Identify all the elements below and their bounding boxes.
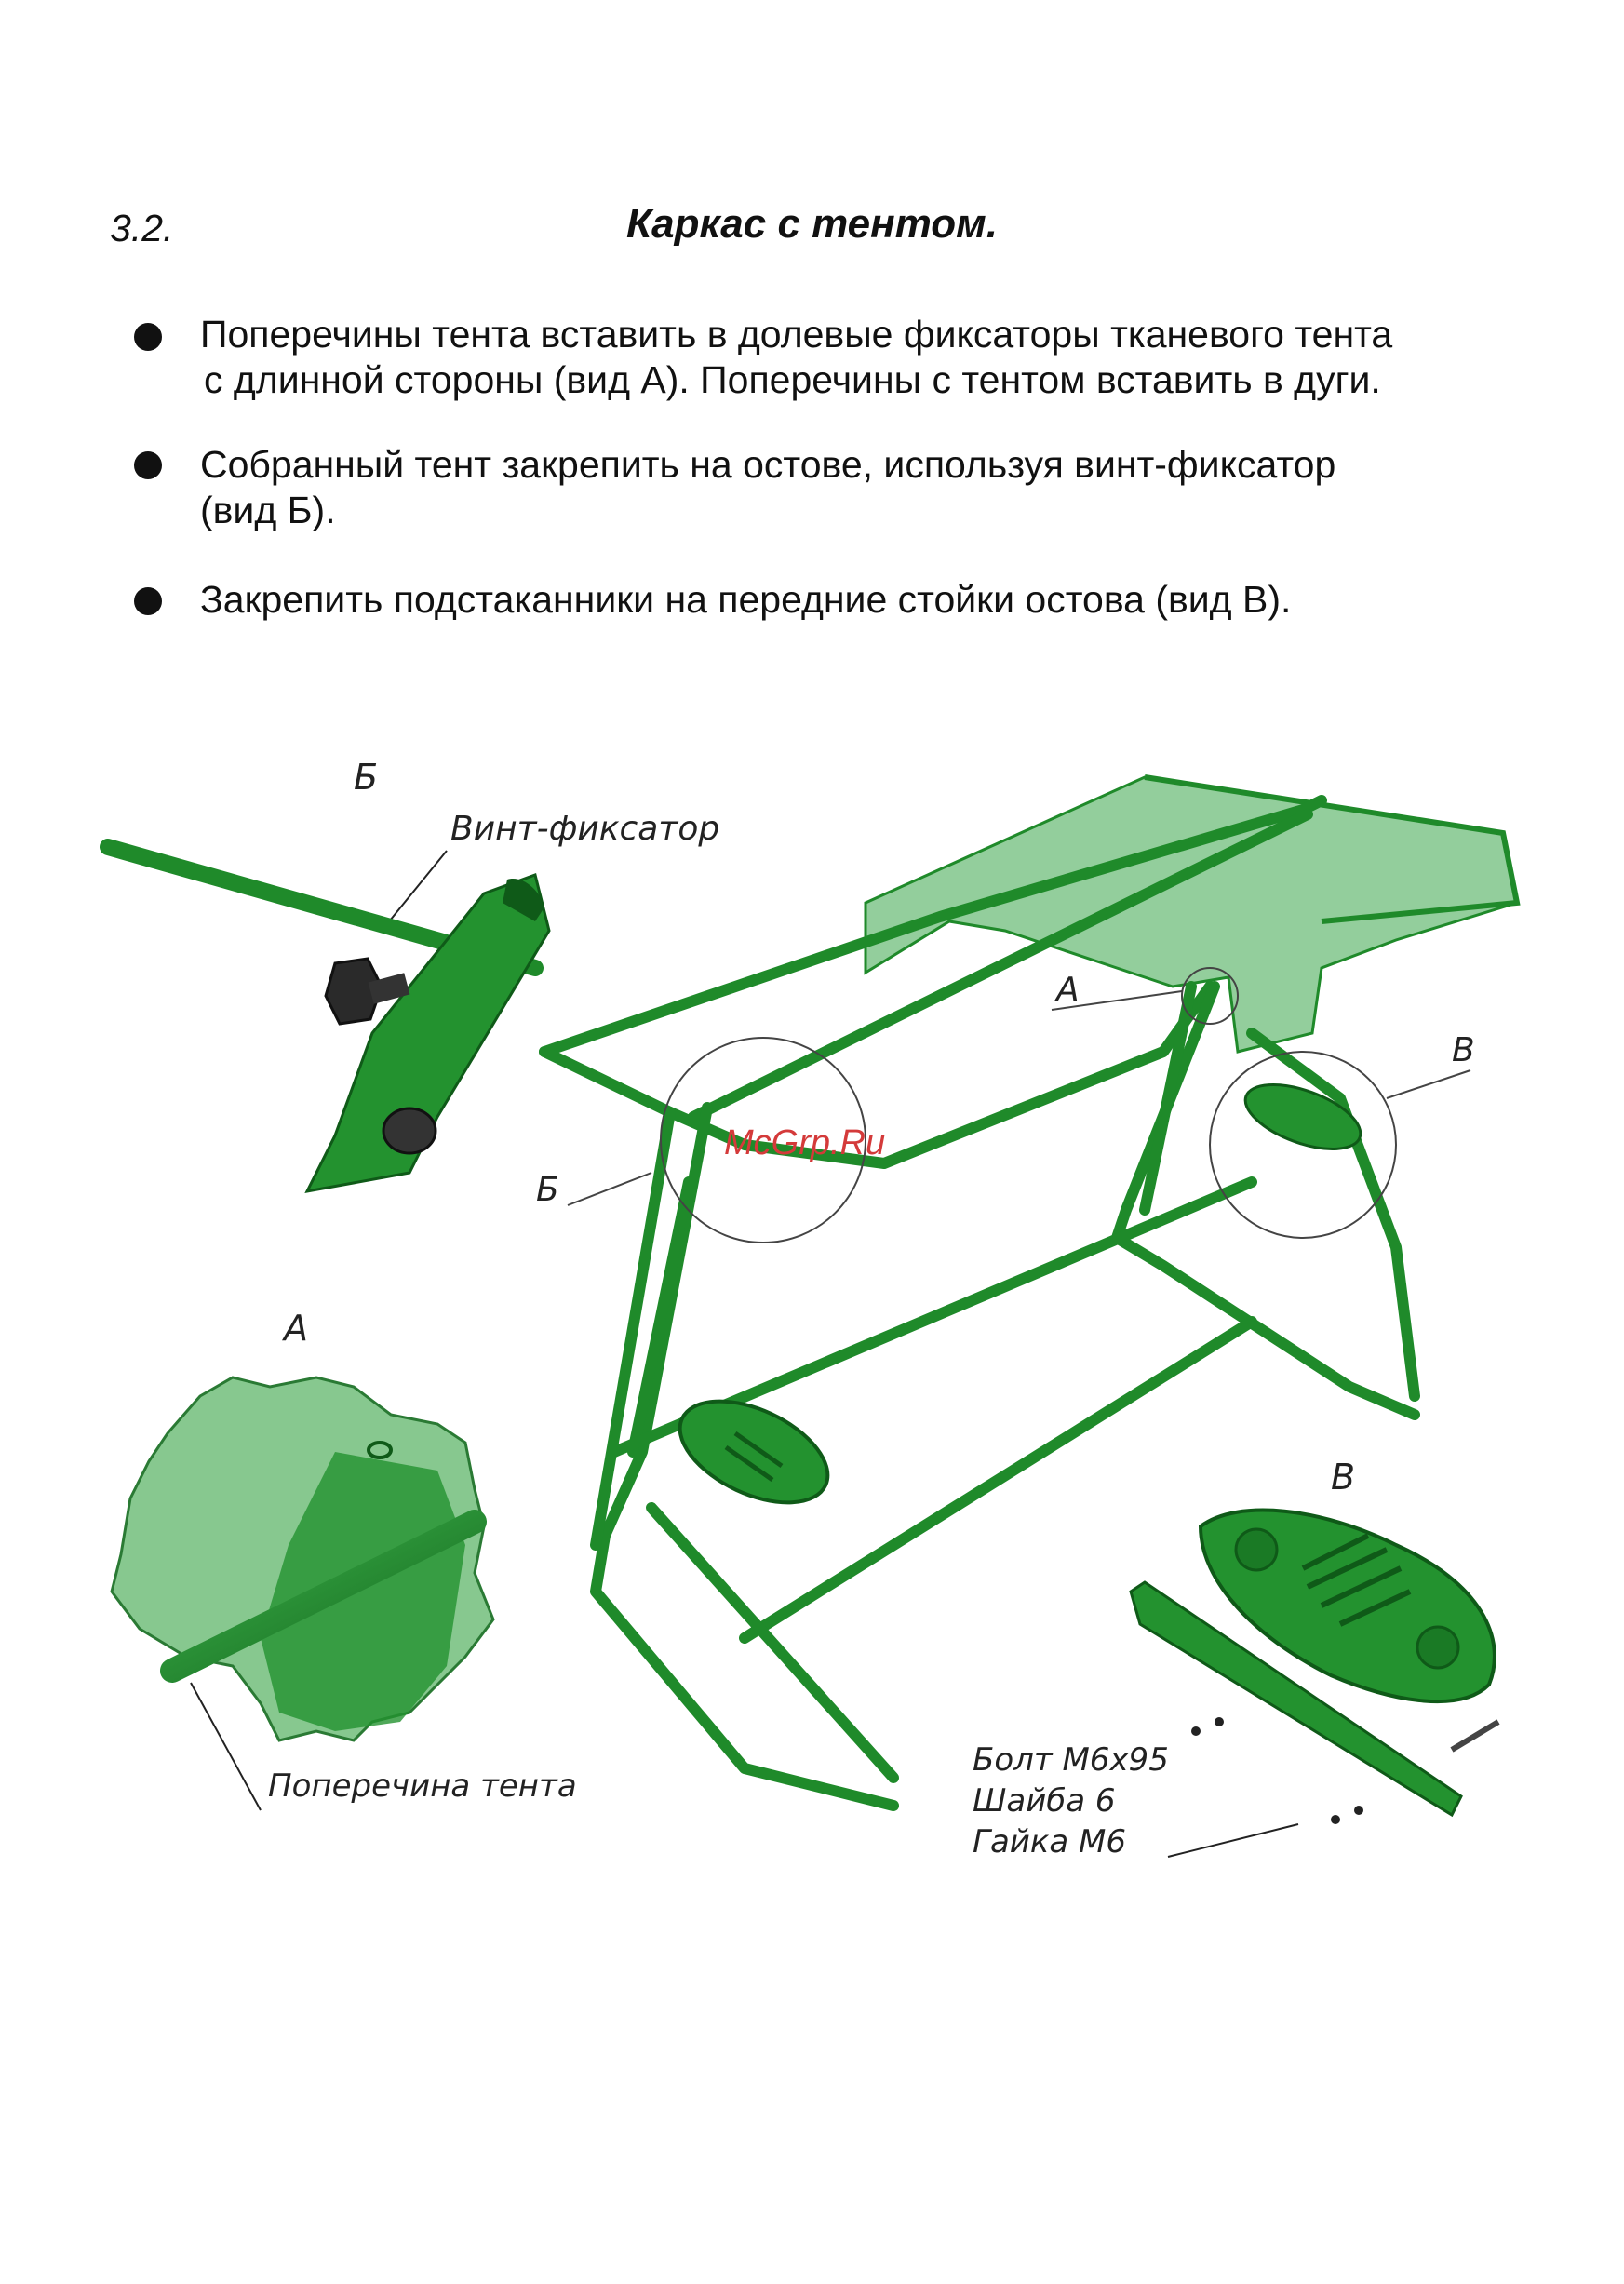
- detail-b-stub: [383, 1108, 436, 1153]
- detail-b-letter: Б: [354, 757, 379, 798]
- instruction-2-line-2: (вид Б).: [200, 489, 336, 531]
- detail-a-letter: А: [284, 1308, 308, 1349]
- crossbar-leader-line: [191, 1683, 261, 1810]
- detail-v-letter: В: [1331, 1457, 1356, 1498]
- detail-v-view: [973, 1457, 1498, 1861]
- hardware-leader-line: [1168, 1824, 1298, 1857]
- instruction-3-line-1: Закрепить подстаканники на передние стойки остова (вид В).: [200, 578, 1292, 621]
- detail-b-view: [108, 757, 719, 1191]
- crossbar-label: Поперечина тента: [268, 1767, 577, 1805]
- section-title: Каркас с тентом.: [626, 201, 998, 247]
- callout-leader-v: [1387, 1070, 1470, 1098]
- main-a-label: А: [1056, 971, 1080, 1009]
- bolt-label: Болт М6х95: [973, 1741, 1169, 1779]
- detail-a-view: [112, 1308, 577, 1810]
- bolt-icon: [1452, 1722, 1498, 1750]
- instruction-1-line-1: Поперечины тента вставить в долевые фиксаторы тканевого тента: [200, 313, 1393, 356]
- instruction-1-line-2: с длинной стороны (вид А). Поперечины с тентом вставить в дуги.: [204, 358, 1381, 401]
- section-number: 3.2.: [110, 207, 174, 249]
- cup-slot-2: [1417, 1627, 1458, 1668]
- main-cupholder-icon: [664, 1380, 843, 1523]
- screw-fixer-label: Винт-фиксатор: [450, 810, 720, 848]
- main-b-label: Б: [536, 1171, 559, 1209]
- main-v-label: В: [1452, 1031, 1475, 1069]
- instruction-2-line-1: Собранный тент закрепить на остове, используя винт-фиксатор: [200, 443, 1336, 486]
- nut-label: Гайка М6: [973, 1823, 1127, 1861]
- callout-leader-b: [568, 1173, 651, 1205]
- cup-slot-1: [1236, 1529, 1277, 1570]
- small-cupholder-icon: [1237, 1071, 1368, 1162]
- watermark: McGrp.Ru: [724, 1123, 886, 1162]
- washer-label: Шайба 6: [973, 1782, 1116, 1820]
